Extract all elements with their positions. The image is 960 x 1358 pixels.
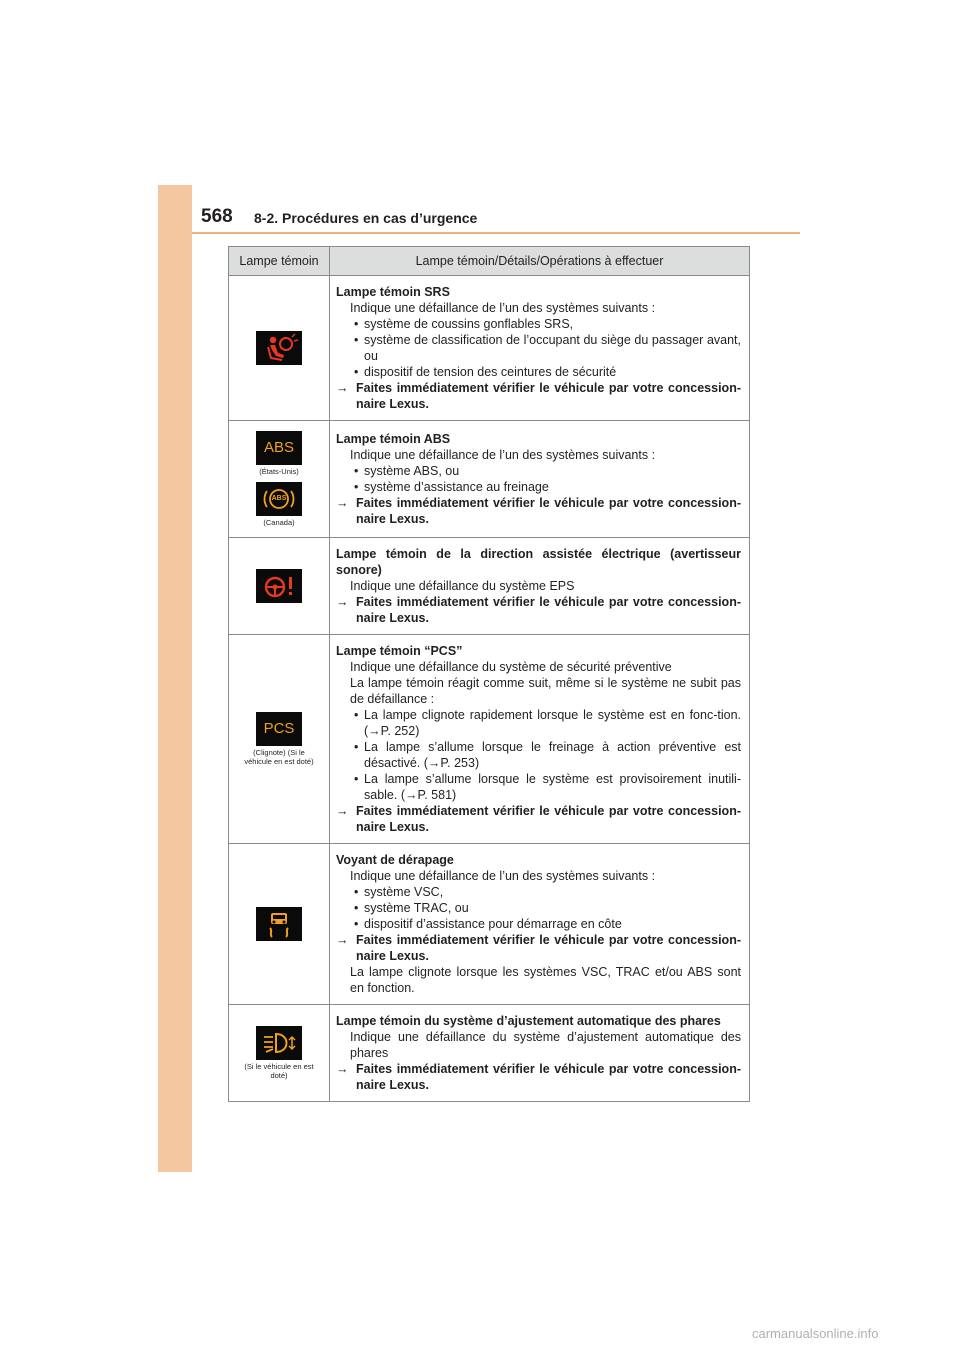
pcs-lamp-text: PCS: [263, 720, 295, 737]
row-intro: Indique une défaillance de l’un des systèmes suivants :: [350, 448, 656, 462]
bullet-item: • La lampe clignote rapidement lorsque le système est en fonc-tion. (→P. 252): [336, 707, 741, 739]
bullet-item: • La lampe s’allume lorsque le freinage à action préventive est désactivé. (→P. 253): [336, 739, 741, 771]
row-note: La lampe clignote lorsque les systèmes VSC, TRAC et/ou ABS sont en fonction.: [350, 965, 741, 995]
row-title: Voyant de dérapage: [336, 853, 454, 867]
details-cell: [330, 635, 750, 844]
table-row: [229, 635, 750, 844]
abs-circle-icon: [256, 482, 302, 516]
table-row: [229, 421, 750, 538]
row-intro-2: La lampe témoin réagit comme suit, même si le système ne subit pas de défaillance :: [350, 676, 741, 706]
action-label: Faites immédiatement vérifier le véhicule par votre concession-naire Lexus.: [356, 496, 741, 526]
row-intro: Indique une défaillance du système EPS: [350, 579, 575, 593]
icon-caption: (États-Unis): [259, 467, 299, 476]
details-cell: [330, 844, 750, 1005]
icon-cell: [229, 635, 330, 844]
headlight-leveling-icon: [256, 1026, 302, 1060]
side-color-strip: [158, 185, 192, 1172]
footer-watermark: carmanualsonline.info: [752, 1326, 879, 1341]
abs-lamp-text: ABS: [263, 439, 294, 456]
icon-caption: (Canada): [263, 518, 295, 527]
table-row: [229, 538, 750, 635]
icon-cell: [229, 1005, 330, 1102]
srs-airbag-icon: [256, 331, 302, 365]
action-label: Faites immédiatement vérifier le véhicule par votre concession-naire Lexus.: [356, 595, 741, 625]
action-label: Faites immédiatement vérifier le véhicule par votre concession-naire Lexus.: [356, 381, 741, 411]
bullet-item: • système TRAC, ou: [336, 900, 741, 916]
page-number: 568: [201, 206, 233, 227]
action-label: Faites immédiatement vérifier le véhicule par votre concession-naire Lexus.: [356, 1062, 741, 1092]
bullet-item: • système de classification de l’occupant du siège du passager avant, ou: [336, 332, 741, 364]
arrow-icon: →: [336, 933, 349, 947]
icon-cell: [229, 276, 330, 421]
action-text: [336, 380, 741, 412]
icon-cell: [229, 421, 330, 538]
table-header-row: [229, 247, 750, 276]
arrow-icon: →: [336, 804, 349, 818]
action-text: [336, 803, 741, 835]
icon-cell: [229, 538, 330, 635]
bullet-item: • système de coussins gonflables SRS,: [336, 316, 741, 332]
action-text: [336, 495, 741, 527]
details-cell: [330, 538, 750, 635]
details-cell: [330, 1005, 750, 1102]
arrow-icon: →: [336, 496, 349, 510]
row-intro: Indique une défaillance du système de sécurité préventive: [350, 660, 672, 674]
pcs-icon: [256, 712, 302, 746]
row-title: Lampe témoin du système d’ajustement automatique des phares: [336, 1014, 721, 1028]
icon-cell: [229, 844, 330, 1005]
action-text: [336, 932, 741, 964]
warning-lamp-table: [228, 246, 750, 1102]
bullet-item: • système VSC,: [336, 884, 741, 900]
eps-warning-icon: [256, 569, 302, 603]
bullet-item: • dispositif de tension des ceintures de sécurité: [336, 364, 741, 380]
row-title: Lampe témoin ABS: [336, 432, 451, 446]
section-title: 8-2. Procédures en cas d’urgence: [254, 210, 478, 226]
arrow-icon: →: [336, 595, 349, 609]
header-rule: [192, 232, 800, 234]
action-text: [336, 594, 741, 626]
table-row: [229, 276, 750, 421]
row-title: Lampe témoin de la direction assistée électrique (avertisseur sonore): [336, 547, 741, 577]
row-title: Lampe témoin “PCS”: [336, 644, 463, 658]
row-intro: Indique une défaillance de l’un des systèmes suivants :: [350, 869, 656, 883]
table-row: [229, 1005, 750, 1102]
slip-indicator-icon: [256, 907, 302, 941]
arrow-icon: →: [336, 381, 349, 395]
column-header-lamp: Lampe témoin: [229, 247, 330, 276]
row-title: Lampe témoin SRS: [336, 285, 450, 299]
arrow-icon: →: [336, 1062, 349, 1076]
bullet-item: • La lampe s’allume lorsque le système est provisoirement inutili-sable. (→P. 581): [336, 771, 741, 803]
abs-icon: [256, 431, 302, 465]
action-label: Faites immédiatement vérifier le véhicule par votre concession-naire Lexus.: [356, 804, 741, 834]
details-cell: [330, 276, 750, 421]
bullet-item: • système ABS, ou: [336, 463, 741, 479]
icon-caption: (Si le véhicule en est doté): [244, 1062, 314, 1080]
icon-caption: (Clignote) (Si le véhicule en est doté): [244, 748, 314, 766]
column-header-details: Lampe témoin/Détails/Opérations à effectuer: [330, 247, 750, 276]
bullet-item: • dispositif d’assistance pour démarrage en côte: [336, 916, 741, 932]
row-intro: Indique une défaillance de l’un des systèmes suivants :: [350, 301, 656, 315]
table-row: [229, 844, 750, 1005]
action-label: Faites immédiatement vérifier le véhicule par votre concession-naire Lexus.: [356, 933, 741, 963]
row-intro: Indique une défaillance du système d’ajustement automatique des phares: [350, 1030, 741, 1060]
action-text: [336, 1061, 741, 1093]
bullet-item: • système d’assistance au freinage: [336, 479, 741, 495]
details-cell: [330, 421, 750, 538]
abs-circle-text: ABS: [271, 495, 287, 502]
